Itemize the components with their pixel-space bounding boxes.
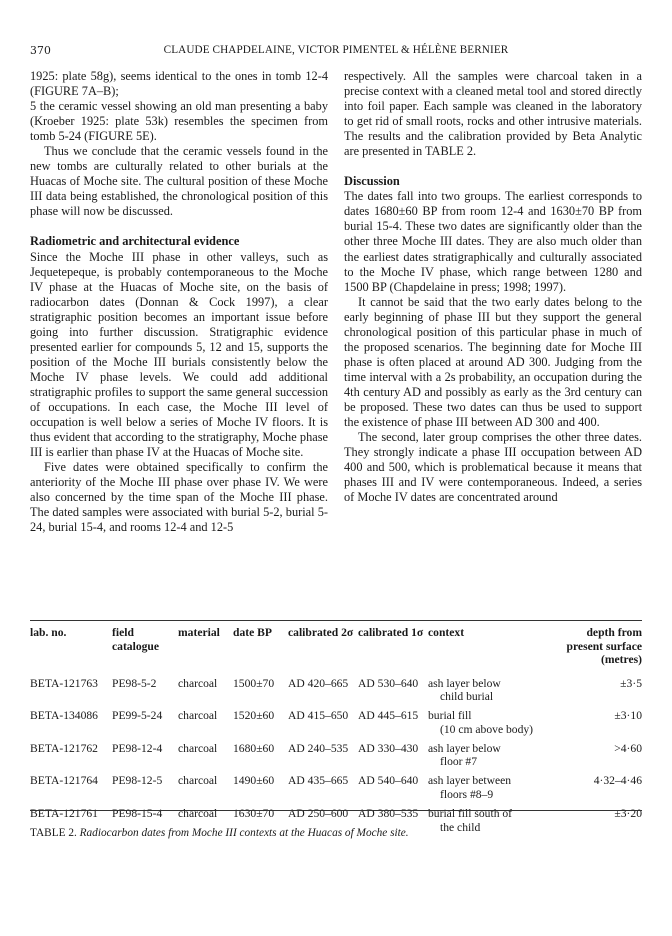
table-row [30,742,642,770]
table-body [30,626,642,834]
column-header: field catalogue [112,626,160,653]
cell-depth: >4·60 [614,741,642,755]
context-line: floor #7 [440,755,478,769]
column-header: context [428,626,465,639]
paragraph: Since the Moche III phase in other valleys, such as Jequetepeque, is probably contemporaneous to the Moche IV phase at the Huacas of Moche site, on the basis of radiocarbon dates (Donnan & Cock 1997), a clear stratigraphic position becomes an important issue before going into further discussion. Stratigraphic evidence presented earlier for compounds 5, 12 and 15, supports the position of the Moche III burials consistently below the Moche IV phase levels. We could add additional stratigraphic profiles to support the same general succession of occupations. In each case, the Moche III level of occupation is well below a series of Moche IV floors. It is thus evident that according to the stratigraphy, Moche phase III is earlier than phase IV at the Huacas of Moche site. [30,249,328,460]
cell-field-catalogue: PE99-5-24 [112,709,163,723]
cell-date: 1680±60 [233,741,275,755]
cell-cal-2s: AD 240–535 [288,741,349,755]
paragraph: respectively. All the samples were charcoal taken in a precise context with a cleaned metal tool and stored directly into foil paper. Each sample was cleaned in the laboratory to get rid of small roots, rocks and other intrusive materials. The results and the calibration provided by Beta Analytic are presented in TABLE 2. [344,69,642,159]
cell-cal-1s: AD 380–535 [358,806,419,820]
table-header-row [30,626,642,667]
table-row [30,774,642,802]
paragraph: Thus we conclude that the ceramic vessels found in the new tombs are culturally related to other burials at the Huacas of Moche site. The cultural position of these Moche III data being established, the chronological position of this phase will now be discussed. [30,144,328,219]
cell-material: charcoal [178,676,218,690]
paragraph: The second, later group comprises the other three dates. They strongly indicate a phase III occupation between AD 400 and 500, which is problematical because it means that phases III and IV were contemporaneous. Indeed, a series of Moche IV dates are concentrated around [344,430,642,505]
column-header: date BP [233,626,272,639]
cell-depth: ±3·5 [620,676,642,690]
cell-context [428,677,562,705]
paragraph: It cannot be said that the two early dates belong to the early beginning of phase III but they support the general chronological position of this particular phase in much of the proposed scenarios. The beginning date for Moche III phase is often placed at around AD 300. Judging from the time interval with a 2s probability, an occupation during the 4th century AD and possibly as early as the 3rd century can be proposed. These two dates can thus be used to support the existence of phase III between AD 300 and 400. [344,294,642,430]
cell-lab-no: BETA-121761 [30,806,98,820]
cell-cal-2s: AD 415–650 [288,709,349,723]
cell-date: 1490±60 [233,774,275,788]
column-header: lab. no. [30,626,67,639]
context-line: child burial [440,690,494,704]
paragraph: Five dates were obtained specifically to confirm the anteriority of the Moche III phase over phase IV. We were also concerned by the time span of the Moche III phase. The dated samples were associated with burial 5-2, burial 5-24, burial 15-4, and rooms 12-4 and 12-5 [30,460,328,535]
table-top-rule [30,620,642,621]
running-head-authors: CLAUDE CHAPDELAINE, VICTOR PIMENTEL & HÉLÈNE BERNIER [163,44,509,56]
table-caption [30,827,642,839]
cell-field-catalogue: PE98-5-2 [112,676,157,690]
context-line: (10 cm above body) [440,722,534,736]
context-line: burial fill south of [428,806,513,820]
cell-lab-no: BETA-121764 [30,774,98,788]
cell-material: charcoal [178,806,218,820]
context-line: floors #8–9 [440,788,494,802]
cell-cal-2s: AD 435–665 [288,774,349,788]
column-header: calibrated 2σ [288,626,354,639]
cell-lab-no: BETA-121763 [30,676,98,690]
caption-text: Radiocarbon dates from Moche III contexts at the Huacas of Moche site. [79,827,409,839]
context-line: the child [440,820,481,834]
section-heading: Discussion [344,174,400,189]
cell-cal-2s: AD 420–665 [288,676,349,690]
table-row [30,677,642,705]
context-line: ash layer below [428,741,501,755]
paragraph: 5 the ceramic vessel showing an old man presenting a baby (Kroeber 1925: plate 53k) resembles the specimen from tomb 5-24 (FIGURE 5E). [30,99,328,144]
cell-cal-1s: AD 530–640 [358,676,419,690]
cell-material: charcoal [178,741,218,755]
column-header: material [178,626,220,639]
section-heading: Radiometric and architectural evidence [30,234,240,249]
cell-date: 1520±60 [233,709,275,723]
cell-lab-no: BETA-121762 [30,741,98,755]
cell-field-catalogue: PE98-15-4 [112,806,163,820]
cell-context [428,742,562,770]
column-header: calibrated 1σ [358,626,424,639]
table-bottom-rule [30,810,642,811]
context-line: ash layer below [428,676,501,690]
paragraph: The dates fall into two groups. The earliest corresponds to dates 1680±60 BP from room 12-4 and 1630±70 BP from burial 15-4. These two dates are significantly older than the other three Moche III dates. They are also much older than the earliest dates stratigraphically and culturally associated to the Moche IV phase, which range between 1280 and 1500 BP (Chapdelaine in press; 1998; 1997). [344,189,642,294]
cell-field-catalogue: PE98-12-5 [112,774,163,788]
cell-lab-no: BETA-134086 [30,709,98,723]
cell-cal-1s: AD 445–615 [358,709,419,723]
left-column [30,69,328,535]
context-line: ash layer between [428,774,512,788]
cell-cal-2s: AD 250–600 [288,806,349,820]
cell-context [428,774,562,802]
table-row [30,709,642,737]
cell-context [428,709,562,737]
cell-field-catalogue: PE98-12-4 [112,741,163,755]
cell-depth: 4·32–4·46 [593,774,642,788]
cell-date: 1630±70 [233,806,275,820]
page-number: 370 [30,44,51,57]
caption-label: TABLE 2. [30,827,77,839]
cell-cal-1s: AD 330–430 [358,741,419,755]
cell-depth: ±3·10 [614,709,642,723]
cell-depth: ±3·20 [614,806,642,820]
column-header: depth from present surface (metres) [566,626,642,666]
paragraph: 1925: plate 58g), seems identical to the ones in tomb 12-4 (FIGURE 7A–B); [30,69,328,99]
right-column [344,69,642,505]
context-line: burial fill [428,709,472,723]
cell-date: 1500±70 [233,676,275,690]
cell-material: charcoal [178,709,218,723]
cell-material: charcoal [178,774,218,788]
cell-cal-1s: AD 540–640 [358,774,419,788]
